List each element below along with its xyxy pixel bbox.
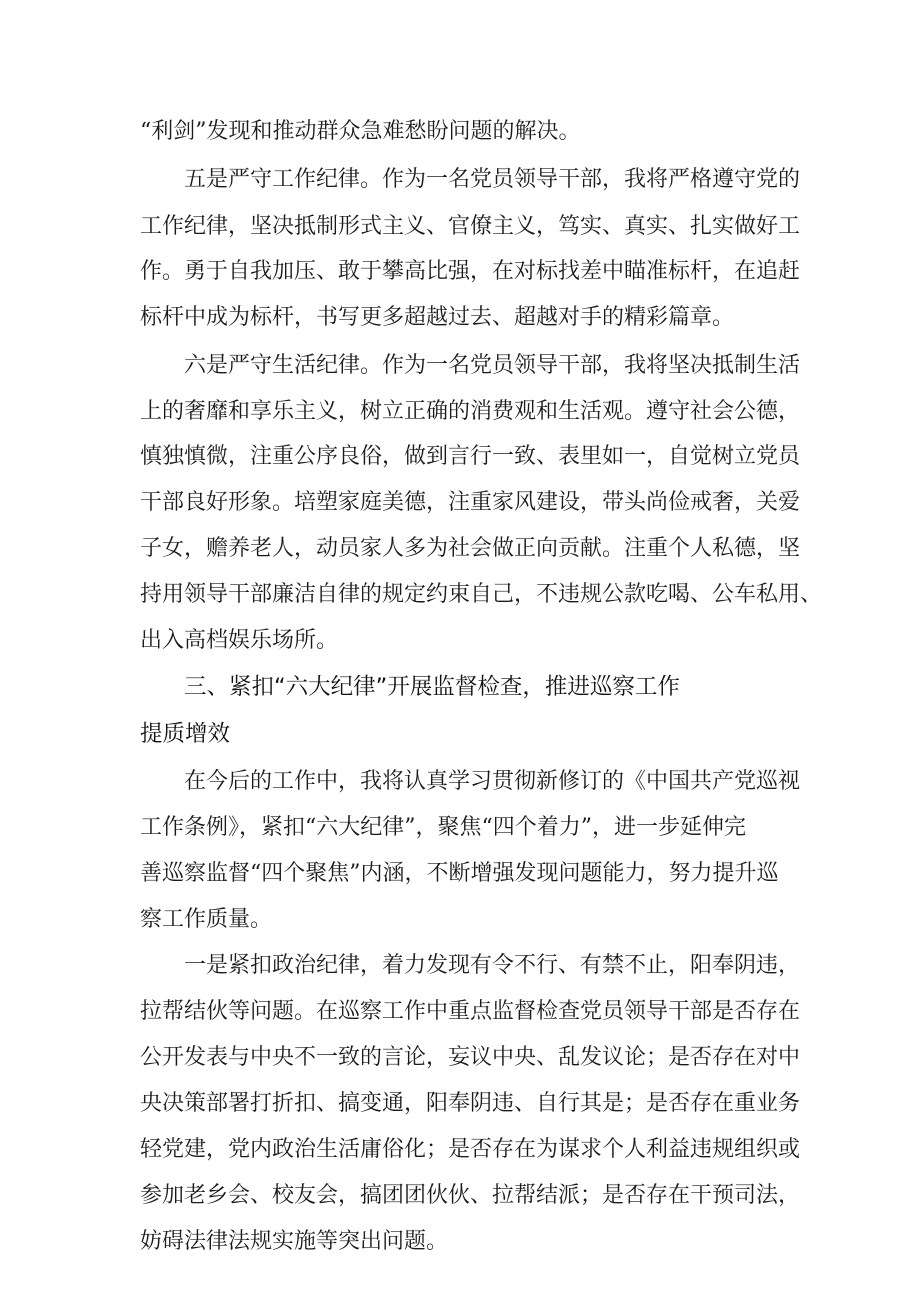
paragraph-line: 作。勇于自我加压、敢于攀高比强，在对标找差中瞄准标杆，在追赶 bbox=[140, 259, 801, 284]
paragraph-line: “利剑”发现和推动群众急难愁盼问题的解决。 bbox=[140, 119, 581, 144]
section-heading: 三、紧扣“六大纪律”开展监督检查，推进巡察工作 bbox=[184, 674, 680, 700]
paragraph-line: 上的奢靡和享乐主义，树立正确的消费观和生活观。遵守社会公德， bbox=[140, 399, 801, 424]
paragraph-line: 持用领导干部廉洁自律的规定约束自己，不违规公款吃喝、公车私用、 bbox=[140, 582, 823, 607]
paragraph-line: 标杆中成为标杆，书写更多超越过去、超越对手的精彩篇章。 bbox=[140, 305, 735, 330]
paragraph-line: 慎独慎微，注重公序良俗，做到言行一致、表里如一，自觉树立党员 bbox=[140, 444, 801, 469]
paragraph-line: 在今后的工作中，我将认真学习贯彻新修订的《中国共产党巡视 bbox=[184, 769, 801, 794]
paragraph-line: 央决策部署打折扣、搞变通，阳奉阴违、自行其是；是否存在重业务 bbox=[140, 1091, 801, 1116]
paragraph-line: 六是严守生活纪律。作为一名党员领导干部，我将坚决抵制生活 bbox=[184, 353, 801, 378]
paragraph-line: 善巡察监督“四个聚焦”内涵，不断增强发现问题能力，努力提升巡 bbox=[140, 861, 779, 886]
section-heading: 提质增效 bbox=[140, 721, 231, 747]
paragraph-line: 出入高档娱乐场所。 bbox=[140, 628, 339, 653]
paragraph-line: 工作条例》，紧扣“六大纪律”，聚焦“四个着力”，进一步延伸完 bbox=[140, 815, 746, 840]
paragraph-line: 子女，赡养老人，动员家人多为社会做正向贡献。注重个人私德，坚 bbox=[140, 536, 801, 561]
paragraph-line: 公开发表与中央不一致的言论，妄议中央、乱发议论；是否存在对中 bbox=[140, 1045, 801, 1070]
paragraph-line: 参加老乡会、校友会，搞团团伙伙、拉帮结派；是否存在干预司法， bbox=[140, 1183, 801, 1208]
paragraph-line: 妨碍法律法规实施等突出问题。 bbox=[140, 1229, 449, 1254]
paragraph-line: 轻党建，党内政治生活庸俗化；是否存在为谋求个人利益违规组织或 bbox=[140, 1137, 801, 1162]
paragraph-line: 一是紧扣政治纪律，着力发现有令不行、有禁不止，阳奉阴违， bbox=[184, 953, 801, 978]
paragraph-line: 工作纪律，坚决抵制形式主义、官僚主义，笃实、真实、扎实做好工 bbox=[140, 214, 801, 239]
paragraph-line: 拉帮结伙等问题。在巡察工作中重点监督检查党员领导干部是否存在 bbox=[140, 999, 801, 1024]
paragraph-line: 五是严守工作纪律。作为一名党员领导干部，我将严格遵守党的 bbox=[184, 167, 801, 192]
paragraph-line: 干部良好形象。培塑家庭美德，注重家风建设，带头尚俭戒奢，关爱 bbox=[140, 490, 801, 515]
paragraph-line: 察工作质量。 bbox=[140, 907, 273, 932]
